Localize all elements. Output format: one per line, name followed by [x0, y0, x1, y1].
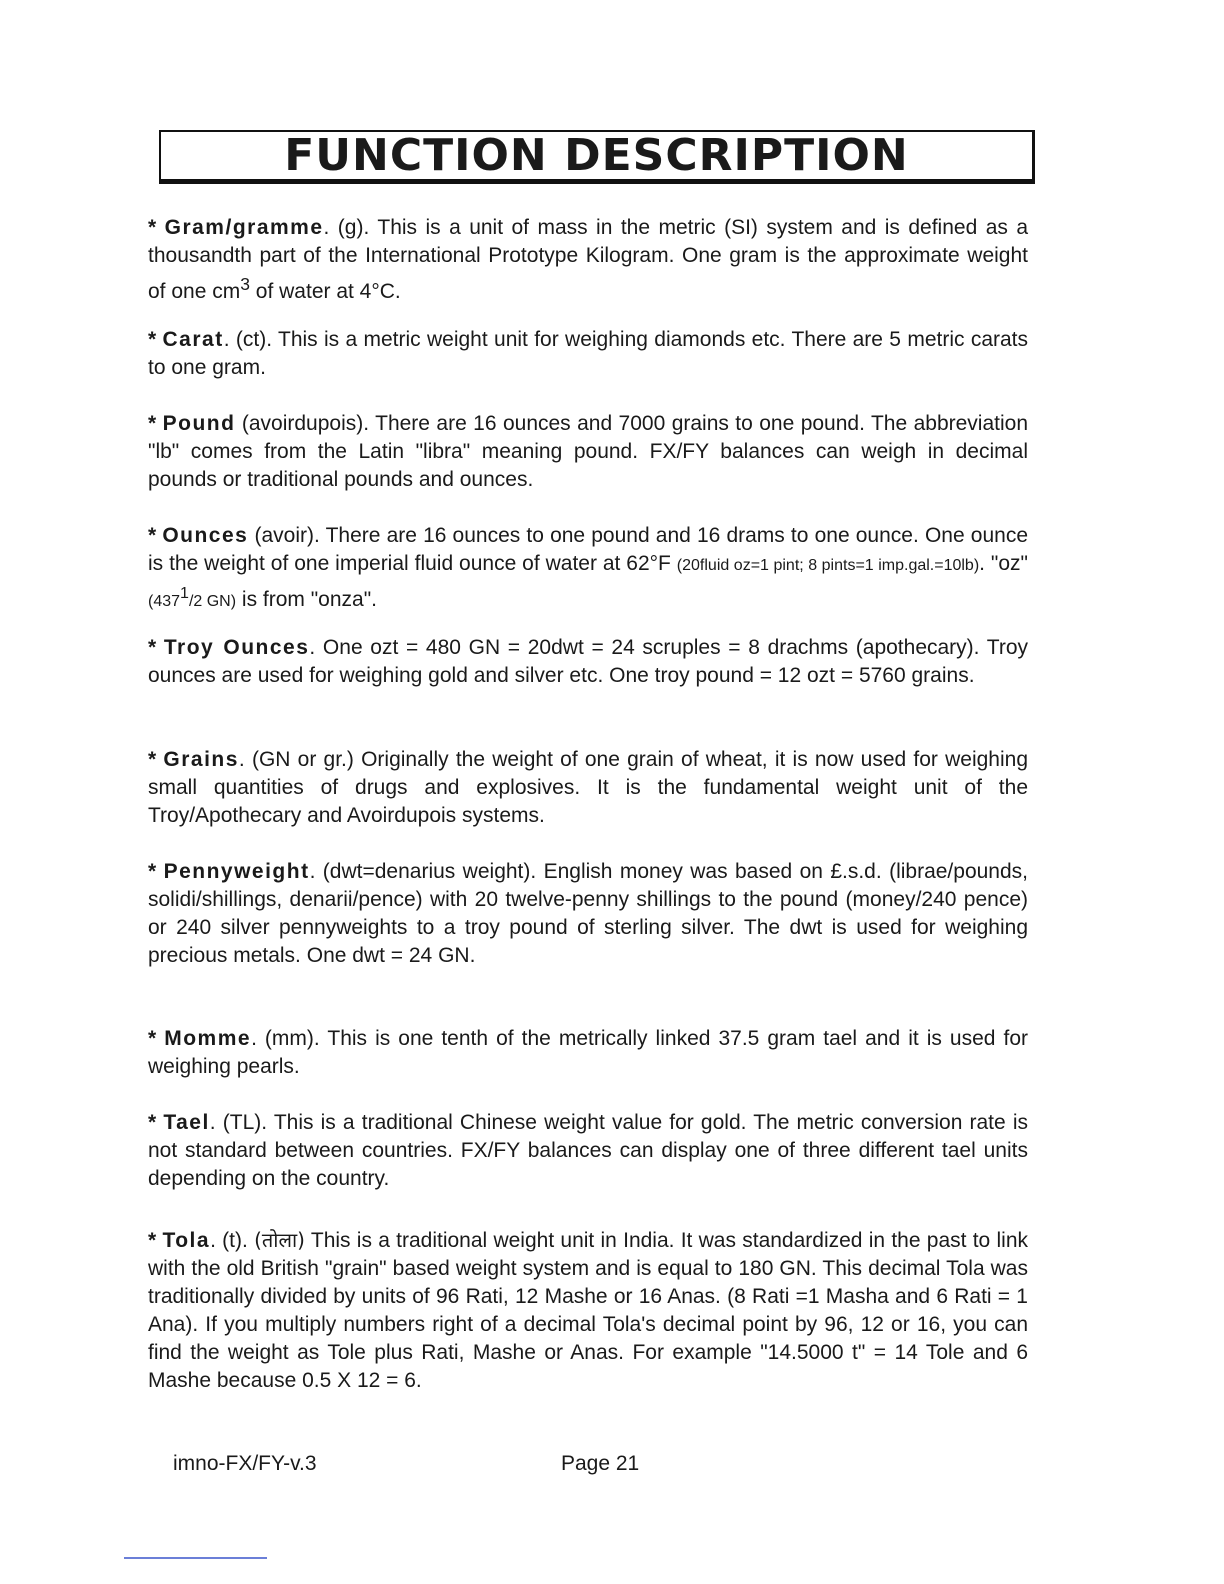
entry-term: * Gram/gramme: [148, 216, 324, 239]
entry-term: * Tola: [148, 1229, 211, 1252]
entry-text: . (GN or gr.) Originally the weight of one grain of wheat, it is now used for weighing small quantities of drugs and explosives. It is the fundamental weight unit of the Troy/Apothecary and Avoirdupois systems.: [148, 748, 1028, 827]
entry-text: . (ct). This is a metric weight unit for weighing diamonds etc. There are 5 metric carats to one gram.: [148, 328, 1029, 379]
entry-term: * Tael: [148, 1111, 210, 1134]
entry-gram: [148, 214, 1028, 306]
entry-text: (avoir). There are 16 ounces to one pound and 16 drams to one ounce. One ounce is the weight of one imperial fluid ounce of water at 62°F: [148, 524, 1028, 575]
entry-text: . (t).: [210, 1229, 255, 1252]
entry-term: * Pennyweight: [148, 860, 310, 883]
entry-text: is from "onza".: [236, 588, 378, 611]
title-box: [159, 130, 1035, 184]
entry-text: . (g). This is a unit of mass in the metric (SI) system and is defined as a thousandth part of the International Prototype Kilogram. One gram is the approximate weight of one cm: [148, 216, 1028, 303]
entry-troy-ounces: [148, 634, 1028, 690]
entry-term: * Pound: [148, 412, 236, 435]
entry-tael: [148, 1109, 1028, 1193]
entry-small-text: (20fluid oz=1 pint; 8 pints=1 imp.gal.=10lb): [676, 557, 980, 574]
entry-tola: [148, 1226, 1028, 1395]
entry-term: * Ounces: [148, 524, 249, 547]
entry-momme: [148, 1025, 1028, 1081]
footer-doc-id: imno-FX/FY-v.3: [173, 1452, 317, 1475]
entry-grains: [148, 746, 1028, 830]
entry-ounces: [148, 522, 1028, 616]
entry-term: * Carat: [148, 328, 224, 351]
entry-text: . (TL). This is a traditional Chinese weight value for gold. The metric conversion rate is not standard between countries. FX/FY balances can display one of three different tael units depending on the country.: [148, 1111, 1028, 1190]
superscript: 1: [180, 585, 189, 602]
bottom-divider: [124, 1557, 267, 1559]
entry-small-text: (437: [148, 593, 181, 610]
entry-text: (avoirdupois). There are 16 ounces and 7000 grains to one pound. The abbreviation "lb" comes from the Latin "libra" meaning pound. FX/FY balances can weigh in decimal pounds or traditional pounds and ounces.: [148, 412, 1028, 491]
footer-page-number: Page 21: [561, 1452, 640, 1475]
entry-pennyweight: [148, 858, 1028, 970]
entry-text: of water at 4°C.: [249, 280, 401, 303]
entry-text: . "oz": [979, 552, 1028, 575]
entry-term: * Grains: [148, 748, 239, 771]
page-title: FUNCTION DESCRIPTION: [284, 130, 909, 181]
devanagari-text: (तोला): [254, 1228, 305, 1252]
entry-text: . (dwt=denarius weight). English money was based on £.s.d. (librae/pounds, solidi/shillings, denarii/pence) with 20 twelve-penny shillings to the pound (money/240 pence) or 240 silver pennyweights to a troy pound of sterling silver. The dwt is used for weighing precious metals. One dwt = 24 GN.: [148, 860, 1028, 967]
entry-term: * Troy Ounces: [148, 636, 310, 659]
entry-term: * Momme: [148, 1027, 252, 1050]
superscript: 3: [240, 274, 250, 294]
entry-small-text: /2 GN): [188, 593, 237, 610]
entry-text: . (mm). This is one tenth of the metrically linked 37.5 gram tael and it is used for weighing pearls.: [148, 1027, 1028, 1078]
entry-text: This is a traditional weight unit in India. It was standardized in the past to link with the old British "grain" based weight system and is equal to 180 GN. This decimal Tola was traditionally divided by units of 96 Rati, 12 Mashe or 16 Anas. (8 Rati =1 Masha and 6 Rati = 1 Ana). If you multiply numbers right of a decimal Tola's decimal point by 96, 12 or 16, you can find the weight as Tole plus Rati, Mashe or Anas. For example "14.5000 t" = 14 Tole and 6 Mashe because 0.5 X 12 = 6.: [148, 1229, 1028, 1392]
entry-text: . One ozt = 480 GN = 20dwt = 24 scruples = 8 drachms (apothecary). Troy ounces are used for weighing gold and silver etc. One troy pound = 12 ozt = 5760 grains.: [148, 636, 1029, 687]
entry-carat: [148, 326, 1028, 382]
entry-pound: [148, 410, 1028, 494]
